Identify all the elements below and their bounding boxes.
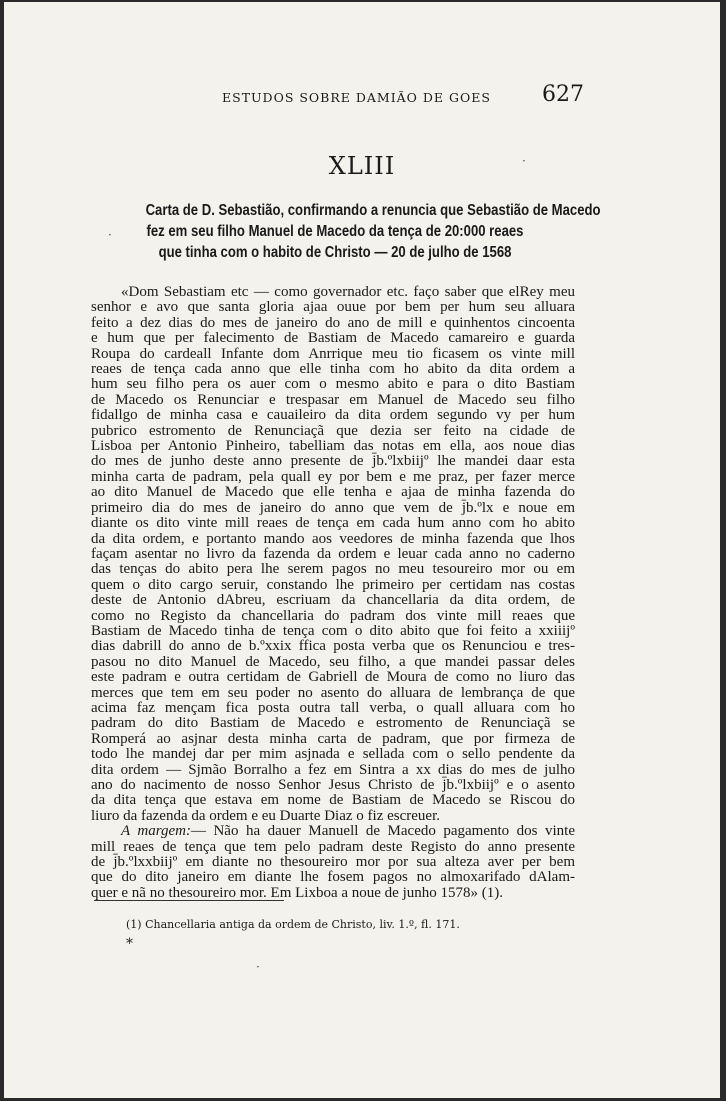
body-line: que do dito janeiro em diante lhe fosem pagos no almoxarifado dAlam- [91,869,575,886]
body-line: quer e nã no thesoureiro mor. Em Lixboa a noue de junho 1578» (1). [91,884,503,901]
body-line: dita ordem — Sjmão Borralho a fez em Sintra a xx dias do mes de julho [91,761,575,778]
body-line: fidallgo de minha casa e cauaileiro da dita ordem segundo vy per hum [91,407,575,424]
body-line: mill reaes de tença que tem pelo padram deste Registo do anno presente [91,838,575,855]
asterisk-mark: * [126,936,133,952]
book-page [4,2,720,1098]
page-header [4,82,720,112]
body-line: como no Registo da chancellaria do padram dos vinte mill reaes que [91,607,575,624]
body-line: Romperá ao asjnar desta minha carta de padram, que por firmeza de [91,730,575,747]
body-line: padram do dito Bastiam de Macedo e estromento de Renunciaçã se [91,715,575,732]
body-line: de j̄b.ºlxxbiijº em diante no thesoureiro mor por sua alteza aver per bem [91,854,575,871]
margin-text: — Não ha dauer Manuell de Macedo pagamento dos vinte [190,823,575,840]
body-line: e hum que per falecimento de Bastiam de Macedo camareiro e guarda [91,330,575,347]
body-line: pasou no dito Manuel de Macedo, seu filho, a que mandei passar deles [91,653,575,670]
print-speck: · [108,228,112,242]
body-line: senhor e avo que santa gloria ajaa ouue por bem per hum seu alluara [91,299,575,316]
body-line: Bastiam de Macedo tinha de tença com o dito abito que foi feito a xxiiijº [91,622,575,639]
body-line: feito a dez dias do mes de janeiro do ano de mill e quinhentos cincoenta [91,314,575,331]
body-line: quem o dito cargo seruir, constando lhe primeiro per certidam nas costas [91,576,575,593]
body-line: reaes de tença cada anno que elle tinha com ho abito da dita ordem a [91,361,575,378]
body-line: da dita tença que estava em nome de Bastiam de Macedo se Riscou do [91,792,575,809]
footnote: (1) Chancellaria antiga da ordem de Christo, liv. 1.º, fl. 171. [126,918,460,931]
body-line: dias dabrill do anno de b.ºxxix ffica posta verba que os Renunciou e tres- [91,638,575,655]
running-head: ESTUDOS SOBRE DAMIÃO DE GOES [222,90,491,105]
body-line: façam asentar no livro da fazenda da ordem e leuar cada anno no caderno [91,545,575,562]
body-line: merces que tem em seu poder no asento do alluara de lembrança de que [91,684,575,701]
page-number: 627 [542,82,584,107]
body-line: ano do nacimento de nosso Senhor Jesus Christo de j̄b.ºlxbiijº e o asento [91,777,575,793]
body-line: de Macedo os Renunciar e trespasar em Manuel de Macedo seu filho [91,391,575,408]
body-line: das tenças do abito pera lhe serem pagos no meu tesoureiro mor ou em [91,561,575,578]
document-body [91,285,575,901]
body-line: hum seu filho pera os auer com o mesmo abito e para o dito Bastiam [91,376,575,393]
footnote-rule [94,900,284,901]
body-line: diante os dito vinte mill reaes de tença em cada hum anno com ho abito [91,515,575,532]
document-number: XLIII [328,152,396,180]
document-title [145,200,601,263]
body-line: todo lhe mandej dar per mim asjnada e sellada com o sello pendente da [91,746,575,763]
body-line: primeiro dia do mes de janeiro do anno que vem de j̄b.ºlx e noue em [91,499,575,516]
body-line: minha carta de padram, pela quall ey por bem e me praz, per fazer merce [91,468,575,485]
print-speck: · [256,960,260,974]
body-line: da dita ordem, e portanto mando aos veedores de minha fazenda que lhos [91,530,575,547]
print-speck: · [522,154,526,168]
body-line: do mes de junho deste anno presente de j̄b.ºlxbiijº lhe mandei daar esta [91,453,575,470]
body-line: Roupa do cardeall Infante dom Anrrique meu tio ficasem os vinte mill [91,345,575,362]
title-line: que tinha com o habito de Christo — 20 de julho de 1568 [158,244,512,261]
title-line: Carta de D. Sebastião, confirmando a renuncia que Sebastião de Macedo [145,202,601,219]
body-line: Lisboa per Antonio Pinheiro, tabelliam das notas em ella, aos noue dias [91,438,575,455]
body-line: pubrico estromento de Renunciaçã que dezia ser feito na cidade de [91,422,575,439]
title-line: fez em seu filho Manuel de Macedo da tença de 20:000 reaes [146,223,524,240]
body-line: deste de Antonio dAbreu, escriuam da chancellaria da dita ordem, de [91,592,575,609]
body-line: «Dom Sebastiam etc — como governador etc. faço saber que elRey meu [121,284,575,300]
body-line: ao dito Manuel de Macedo que elle tenha e ajaa de minha fazenda do [91,484,575,501]
body-line: este padram e outra certidam de Gabriell de Moura de como no liuro das [91,669,575,686]
margin-label: A margem: [121,823,191,840]
body-line: acima faz mençam fica posta outra tall verba, o quall alluara com ho [91,699,575,716]
margin-note-line [91,824,575,839]
body-line: liuro da fazenda da ordem e eu Duarte Diaz o fiz escreuer. [91,807,440,824]
